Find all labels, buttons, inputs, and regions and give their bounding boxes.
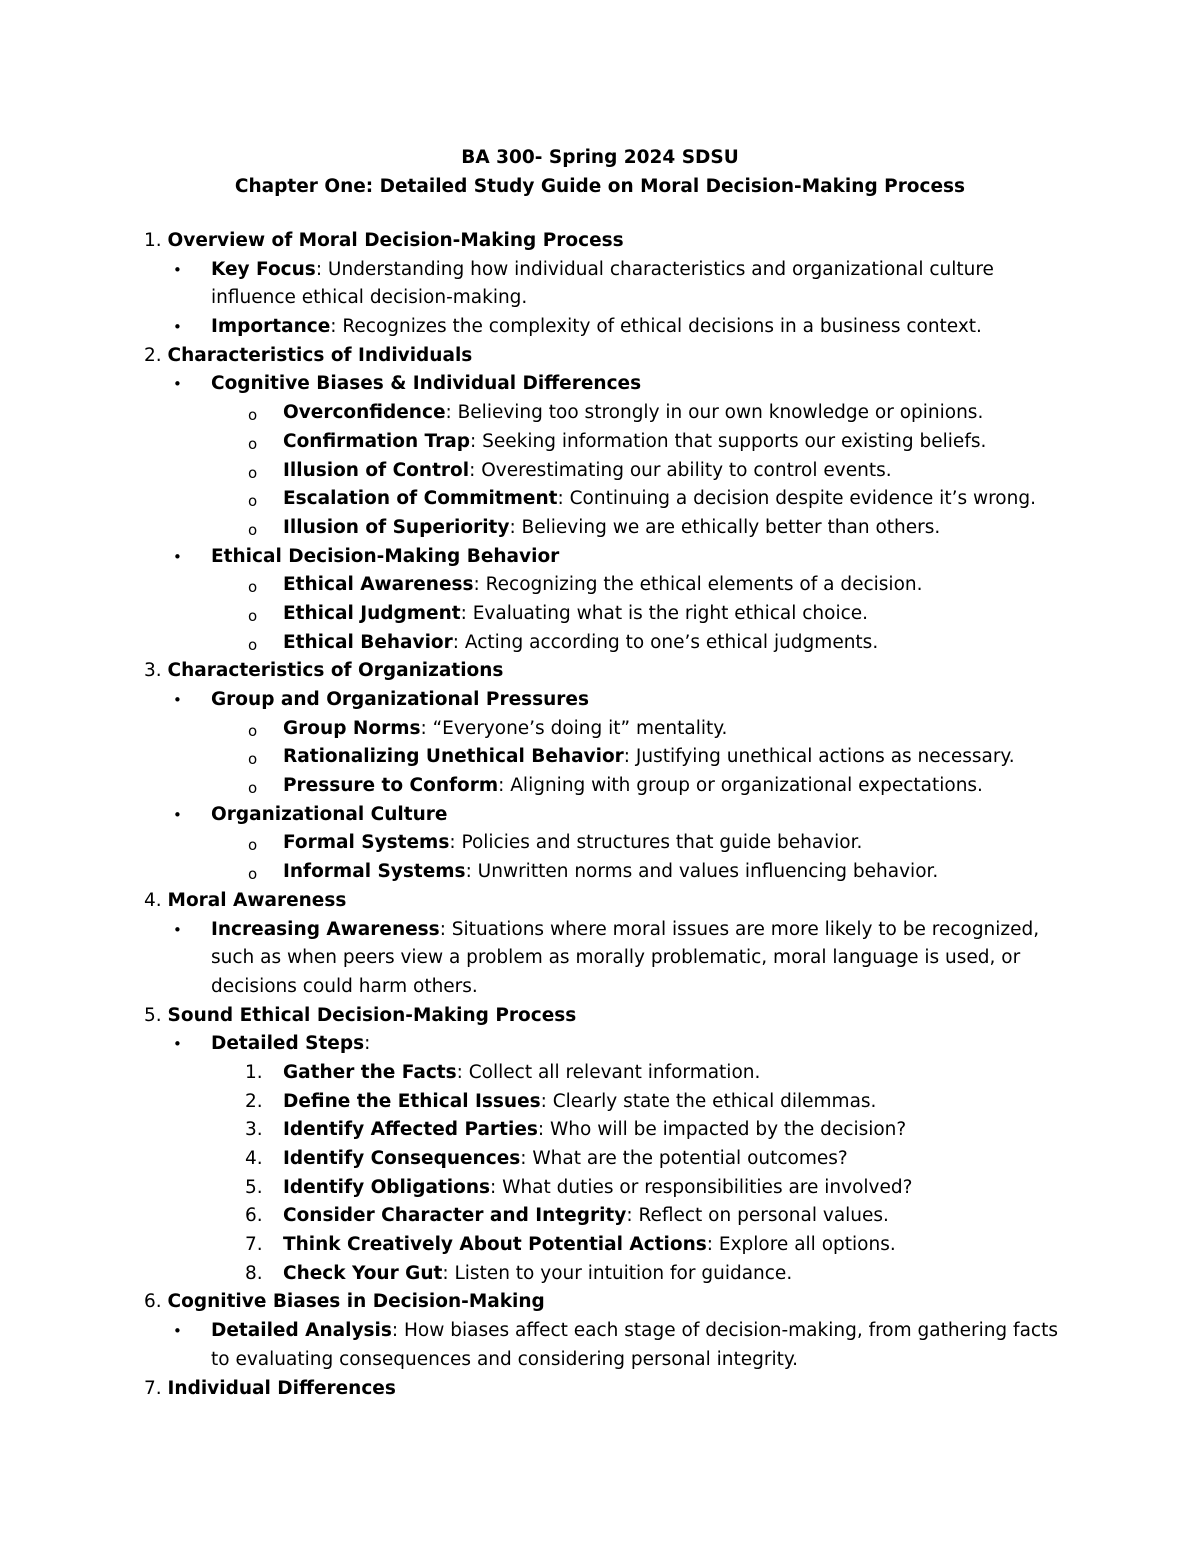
item-text: : Overestimating our ability to control events. [469, 459, 892, 481]
item-term: Importance [211, 316, 331, 338]
chapter-title: Chapter One: Detailed Study Guide on Moral Decision-Making Process [234, 176, 966, 197]
circle-bullet-icon: o [248, 750, 258, 769]
numbered-step [0, 1174, 1200, 1203]
subheading [0, 370, 1200, 399]
item-text: : Situations where moral issues are more likely to be recognized, [439, 918, 1040, 940]
bullet-icon: • [173, 375, 182, 394]
item-term: Identify Affected Parties [283, 1119, 538, 1141]
subheading [0, 801, 1200, 830]
circle-bullet-icon: o [248, 721, 258, 740]
section-heading [0, 1288, 1200, 1317]
sub-item [0, 715, 1200, 744]
item-text: : Collect all relevant information. [456, 1061, 761, 1083]
item-text: : Clearly state the ethical dilemmas. [540, 1090, 877, 1112]
item-text: : Reflect on personal values. [626, 1205, 889, 1227]
subheading-text: Ethical Decision-Making Behavior [211, 545, 560, 567]
section-heading [0, 887, 1200, 916]
course-title: BA 300- Spring 2024 SDSU [461, 147, 739, 168]
bullet-icon: • [173, 691, 182, 709]
section-number: 4. [144, 889, 168, 911]
numbered-step [0, 1145, 1200, 1174]
bullet-continuation: influence ethical decision-making. [211, 287, 528, 309]
step-number: 3. [245, 1119, 263, 1141]
item-term: Informal Systems [283, 861, 466, 883]
item-term: Confirmation Trap [283, 430, 470, 452]
subheading-text: Cognitive Biases & Individual Differences [211, 373, 642, 395]
item-term: Think Creatively About Potential Actions [283, 1234, 707, 1256]
item-text: : Evaluating what is the right ethical choice. [460, 602, 869, 624]
item-text: : How biases affect each stage of decision-making, from gathering facts [391, 1320, 1058, 1342]
numbered-step [0, 1116, 1200, 1145]
study-guide-outline [0, 227, 1200, 1403]
item-term: Illusion of Superiority [283, 516, 510, 538]
bullet-continuation: decisions could harm others. [211, 975, 478, 997]
sub-item [0, 858, 1200, 887]
bullet-item [0, 1317, 1200, 1346]
section-number: 6. [144, 1291, 168, 1313]
item-term: Formal Systems [283, 832, 450, 854]
item-text: : Justifying unethical actions as necessary. [623, 746, 1015, 768]
bullet-continuation: such as when peers view a problem as morally problematic, moral language is used, or [211, 947, 1021, 969]
section-number: 5. [144, 1004, 168, 1026]
section-number: 3. [144, 660, 168, 682]
bullet-item [0, 313, 1200, 342]
section-number: 1. [144, 230, 168, 251]
sub-item [0, 629, 1200, 658]
item-term: Detailed Steps [211, 1033, 365, 1055]
bullet-item [0, 1030, 1200, 1059]
circle-bullet-icon: o [248, 865, 258, 884]
subheading-text: Group and Organizational Pressures [211, 689, 589, 710]
circle-bullet-icon: o [248, 406, 258, 425]
step-number: 6. [245, 1205, 263, 1227]
item-term: Overconfidence [283, 402, 446, 424]
section-heading [0, 657, 1200, 686]
item-text: : What duties or responsibilities are involved? [490, 1176, 913, 1198]
circle-bullet-icon: o [248, 779, 258, 798]
item-text: : What are the potential outcomes? [520, 1148, 848, 1169]
item-term: Check Your Gut [283, 1262, 443, 1284]
circle-bullet-icon: o [248, 635, 258, 654]
circle-bullet-icon: o [248, 606, 258, 625]
document-header [0, 143, 1200, 201]
section-heading [0, 1375, 1200, 1404]
numbered-step [0, 1202, 1200, 1231]
bullet-icon: • [173, 318, 182, 337]
sub-item [0, 457, 1200, 486]
item-text: : Aligning with group or organizational expectations. [498, 775, 983, 797]
sub-item [0, 600, 1200, 629]
section-title: Characteristics of Individuals [167, 344, 473, 366]
item-term: Key Focus [211, 258, 316, 280]
bullet-icon: • [173, 1035, 182, 1054]
sub-item [0, 743, 1200, 772]
item-term: Rationalizing Unethical Behavior [283, 746, 624, 768]
sub-item [0, 829, 1200, 858]
subheading-text: Organizational Culture [211, 803, 448, 825]
section-heading [0, 227, 1200, 256]
item-text: : Seeking information that supports our existing beliefs. [470, 430, 987, 452]
numbered-step [0, 1088, 1200, 1117]
circle-bullet-icon: o [248, 463, 258, 482]
item-text: : Believing we are ethically better than others. [509, 516, 941, 538]
item-term: Group Norms [283, 717, 421, 739]
section-number: 2. [144, 344, 168, 366]
section-title: Individual Differences [167, 1377, 396, 1399]
item-text: : Unwritten norms and values influencing behavior. [465, 861, 939, 883]
circle-bullet-icon: o [248, 836, 258, 855]
bullet-icon: • [173, 260, 182, 279]
numbered-step [0, 1059, 1200, 1088]
item-text: : Policies and structures that guide behavior. [449, 832, 863, 854]
item-text: : Who will be impacted by the decision? [537, 1119, 907, 1141]
item-text: : Recognizing the ethical elements of a decision. [473, 574, 923, 596]
bullet-icon: • [173, 805, 182, 824]
sub-item [0, 772, 1200, 801]
section-title: Moral Awareness [167, 889, 347, 911]
subheading [0, 686, 1200, 715]
bullet-item [0, 256, 1200, 285]
item-term: Ethical Behavior [283, 631, 453, 653]
item-term: Consider Character and Integrity [283, 1205, 627, 1227]
item-text: : Explore all options. [706, 1234, 896, 1256]
item-text: : Understanding how individual characteristics and organizational culture [315, 258, 994, 280]
sub-item [0, 428, 1200, 457]
section-heading [0, 342, 1200, 371]
bullet-item [0, 916, 1200, 945]
item-text: : [364, 1033, 371, 1055]
step-number: 4. [245, 1148, 263, 1169]
step-number: 5. [245, 1176, 263, 1198]
subheading [0, 543, 1200, 572]
step-number: 2. [245, 1090, 263, 1112]
item-term: Increasing Awareness [211, 918, 440, 940]
item-term: Ethical Awareness [283, 574, 474, 596]
bullet-continuation: to evaluating consequences and considering personal integrity. [211, 1348, 799, 1370]
item-term: Ethical Judgment [283, 602, 461, 624]
bullet-icon: • [173, 547, 182, 566]
sub-item [0, 571, 1200, 600]
section-title: Cognitive Biases in Decision-Making [167, 1291, 545, 1313]
circle-bullet-icon: o [248, 434, 258, 453]
item-term: Identify Obligations [283, 1176, 491, 1198]
item-text: : Believing too strongly in our own knowledge or opinions. [445, 402, 984, 424]
item-term: Pressure to Conform [283, 775, 499, 797]
circle-bullet-icon: o [248, 520, 258, 539]
item-text: : Acting according to one’s ethical judgments. [452, 631, 879, 653]
bullet-icon: • [173, 1322, 182, 1341]
item-term: Identify Consequences [283, 1148, 521, 1169]
step-number: 8. [245, 1262, 263, 1284]
numbered-step [0, 1260, 1200, 1289]
step-number: 7. [245, 1234, 263, 1256]
item-term: Escalation of Commitment [283, 488, 558, 510]
circle-bullet-icon: o [248, 492, 258, 511]
item-term: Detailed Analysis [211, 1320, 392, 1342]
step-number: 1. [245, 1061, 263, 1083]
sub-item [0, 485, 1200, 514]
item-text: : Listen to your intuition for guidance. [442, 1262, 793, 1284]
item-term: Gather the Facts [283, 1061, 457, 1083]
sub-item [0, 514, 1200, 543]
item-text: : Continuing a decision despite evidence it’s wrong. [557, 488, 1036, 510]
section-title: Characteristics of Organizations [167, 660, 504, 682]
section-title: Overview of Moral Decision-Making Process [167, 230, 624, 251]
circle-bullet-icon: o [248, 578, 258, 597]
item-text: : Recognizes the complexity of ethical decisions in a business context. [330, 316, 982, 338]
item-term: Illusion of Control [283, 459, 470, 481]
section-number: 7. [144, 1377, 168, 1399]
sub-item [0, 399, 1200, 428]
section-heading [0, 1002, 1200, 1031]
item-term: Define the Ethical Issues [283, 1090, 541, 1112]
item-text: : “Everyone’s doing it” mentality. [420, 717, 728, 739]
section-title: Sound Ethical Decision-Making Process [167, 1004, 577, 1026]
numbered-step [0, 1231, 1200, 1260]
bullet-icon: • [173, 920, 182, 939]
